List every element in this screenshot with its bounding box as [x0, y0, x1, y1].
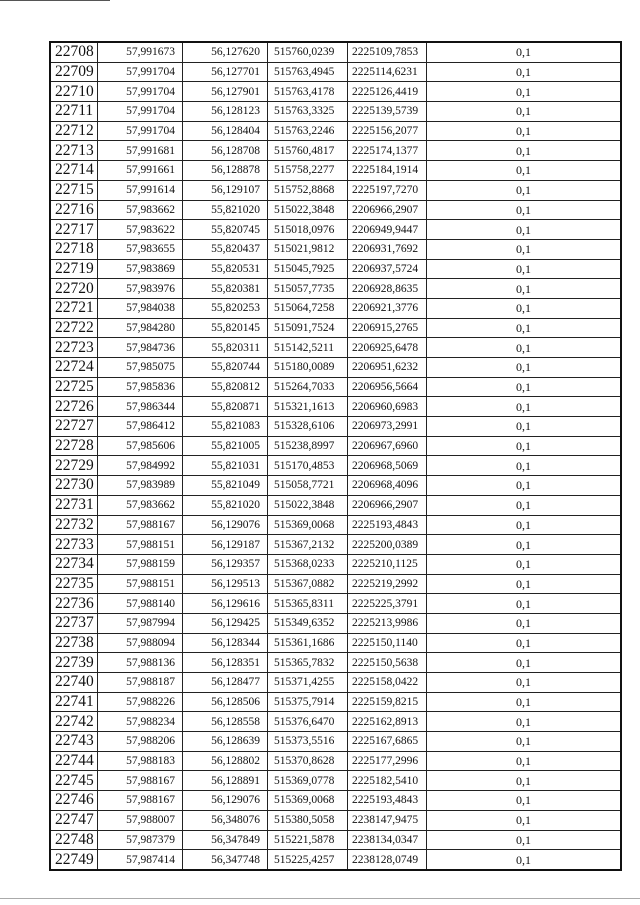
y-coordinate-cell: 2225210,1125	[348, 554, 427, 574]
value-cell: 0,1	[427, 259, 622, 279]
table-row	[50, 456, 621, 476]
longitude-cell: 55,821049	[183, 476, 268, 496]
latitude-cell: 57,985075	[98, 358, 183, 378]
longitude-cell: 55,821020	[183, 495, 268, 515]
latitude-cell: 57,983976	[98, 279, 183, 299]
latitude-cell: 57,988183	[98, 751, 183, 771]
y-coordinate-cell: 2225159,8215	[348, 692, 427, 712]
y-coordinate-cell: 2225150,5638	[348, 653, 427, 673]
longitude-cell: 56,128878	[183, 161, 268, 181]
value-cell: 0,1	[427, 653, 622, 673]
x-coordinate-cell: 515368,0233	[268, 554, 348, 574]
point-number-cell: 22739	[50, 653, 98, 673]
table-row	[50, 102, 621, 122]
latitude-cell: 57,983662	[98, 200, 183, 220]
value-cell: 0,1	[427, 62, 622, 82]
latitude-cell: 57,991681	[98, 141, 183, 161]
table-row	[50, 436, 621, 456]
table-row	[50, 298, 621, 318]
table-row	[50, 476, 621, 496]
x-coordinate-cell: 515369,0068	[268, 515, 348, 535]
table-row	[50, 673, 621, 693]
y-coordinate-cell: 2206921,3776	[348, 298, 427, 318]
y-coordinate-cell: 2225174,1377	[348, 141, 427, 161]
table-row	[50, 397, 621, 417]
longitude-cell: 56,348076	[183, 810, 268, 830]
value-cell: 0,1	[427, 397, 622, 417]
value-cell: 0,1	[427, 42, 622, 62]
table-row	[50, 279, 621, 299]
latitude-cell: 57,988167	[98, 515, 183, 535]
y-coordinate-cell: 2206968,4096	[348, 476, 427, 496]
point-number-cell: 22738	[50, 633, 98, 653]
table-row	[50, 358, 621, 378]
longitude-cell: 56,127701	[183, 62, 268, 82]
table-row	[50, 338, 621, 358]
longitude-cell: 55,821083	[183, 417, 268, 437]
value-cell: 0,1	[427, 810, 622, 830]
y-coordinate-cell: 2225200,0389	[348, 535, 427, 555]
table-row	[50, 220, 621, 240]
point-number-cell: 22711	[50, 102, 98, 122]
value-cell: 0,1	[427, 102, 622, 122]
latitude-cell: 57,988151	[98, 574, 183, 594]
y-coordinate-cell: 2225182,5410	[348, 771, 427, 791]
x-coordinate-cell: 515180,0089	[268, 358, 348, 378]
value-cell: 0,1	[427, 318, 622, 338]
bottom-edge-rule	[0, 898, 640, 899]
latitude-cell: 57,991614	[98, 180, 183, 200]
longitude-cell: 55,820381	[183, 279, 268, 299]
value-cell: 0,1	[427, 121, 622, 141]
longitude-cell: 56,129425	[183, 613, 268, 633]
value-cell: 0,1	[427, 436, 622, 456]
table-row	[50, 771, 621, 791]
table-row	[50, 712, 621, 732]
point-number-cell: 22740	[50, 673, 98, 693]
table-row	[50, 42, 621, 62]
table-row	[50, 613, 621, 633]
y-coordinate-cell: 2225184,1914	[348, 161, 427, 181]
longitude-cell: 56,128123	[183, 102, 268, 122]
table-row	[50, 377, 621, 397]
point-number-cell: 22732	[50, 515, 98, 535]
y-coordinate-cell: 2206967,6960	[348, 436, 427, 456]
latitude-cell: 57,988206	[98, 732, 183, 752]
table-row	[50, 574, 621, 594]
table-row	[50, 830, 621, 850]
x-coordinate-cell: 515752,8868	[268, 180, 348, 200]
longitude-cell: 56,128802	[183, 751, 268, 771]
latitude-cell: 57,991704	[98, 102, 183, 122]
latitude-cell: 57,988187	[98, 673, 183, 693]
latitude-cell: 57,983869	[98, 259, 183, 279]
longitude-cell: 56,129107	[183, 180, 268, 200]
value-cell: 0,1	[427, 830, 622, 850]
x-coordinate-cell: 515091,7524	[268, 318, 348, 338]
value-cell: 0,1	[427, 298, 622, 318]
point-number-cell: 22721	[50, 298, 98, 318]
table-row	[50, 810, 621, 830]
longitude-cell: 56,129076	[183, 791, 268, 811]
x-coordinate-cell: 515018,0976	[268, 220, 348, 240]
point-number-cell: 22731	[50, 495, 98, 515]
point-number-cell: 22710	[50, 82, 98, 102]
x-coordinate-cell: 515370,8628	[268, 751, 348, 771]
value-cell: 0,1	[427, 338, 622, 358]
latitude-cell: 57,988167	[98, 791, 183, 811]
x-coordinate-cell: 515760,0239	[268, 42, 348, 62]
x-coordinate-cell: 515369,0068	[268, 791, 348, 811]
x-coordinate-cell: 515022,3848	[268, 200, 348, 220]
point-number-cell: 22734	[50, 554, 98, 574]
table-row	[50, 62, 621, 82]
table-row	[50, 594, 621, 614]
latitude-cell: 57,991704	[98, 62, 183, 82]
value-cell: 0,1	[427, 279, 622, 299]
longitude-cell: 56,127901	[183, 82, 268, 102]
longitude-cell: 56,347849	[183, 830, 268, 850]
y-coordinate-cell: 2206937,5724	[348, 259, 427, 279]
point-number-cell: 22722	[50, 318, 98, 338]
x-coordinate-cell: 515170,4853	[268, 456, 348, 476]
table-row	[50, 515, 621, 535]
longitude-cell: 55,821005	[183, 436, 268, 456]
latitude-cell: 57,984992	[98, 456, 183, 476]
point-number-cell: 22727	[50, 417, 98, 437]
point-number-cell: 22733	[50, 535, 98, 555]
x-coordinate-cell: 515022,3848	[268, 495, 348, 515]
latitude-cell: 57,991704	[98, 82, 183, 102]
value-cell: 0,1	[427, 732, 622, 752]
point-number-cell: 22718	[50, 239, 98, 259]
latitude-cell: 57,984038	[98, 298, 183, 318]
value-cell: 0,1	[427, 239, 622, 259]
value-cell: 0,1	[427, 692, 622, 712]
table-row	[50, 791, 621, 811]
table-row	[50, 495, 621, 515]
table-row	[50, 850, 621, 870]
value-cell: 0,1	[427, 515, 622, 535]
value-cell: 0,1	[427, 574, 622, 594]
value-cell: 0,1	[427, 200, 622, 220]
longitude-cell: 55,820871	[183, 397, 268, 417]
x-coordinate-cell: 515376,6470	[268, 712, 348, 732]
y-coordinate-cell: 2206956,5664	[348, 377, 427, 397]
value-cell: 0,1	[427, 82, 622, 102]
coordinates-table	[49, 41, 622, 871]
value-cell: 0,1	[427, 673, 622, 693]
x-coordinate-cell: 515763,4178	[268, 82, 348, 102]
latitude-cell: 57,988234	[98, 712, 183, 732]
table-row	[50, 633, 621, 653]
point-number-cell: 22746	[50, 791, 98, 811]
latitude-cell: 57,988140	[98, 594, 183, 614]
longitude-cell: 55,820812	[183, 377, 268, 397]
y-coordinate-cell: 2225167,6865	[348, 732, 427, 752]
x-coordinate-cell: 515758,2277	[268, 161, 348, 181]
x-coordinate-cell: 515763,2246	[268, 121, 348, 141]
value-cell: 0,1	[427, 613, 622, 633]
latitude-cell: 57,987994	[98, 613, 183, 633]
value-cell: 0,1	[427, 712, 622, 732]
y-coordinate-cell: 2206925,6478	[348, 338, 427, 358]
point-number-cell: 22741	[50, 692, 98, 712]
point-number-cell: 22747	[50, 810, 98, 830]
table-row	[50, 692, 621, 712]
y-coordinate-cell: 2238134,0347	[348, 830, 427, 850]
x-coordinate-cell: 515328,6106	[268, 417, 348, 437]
point-number-cell: 22735	[50, 574, 98, 594]
latitude-cell: 57,988159	[98, 554, 183, 574]
top-edge-rule	[0, 0, 110, 3]
value-cell: 0,1	[427, 161, 622, 181]
point-number-cell: 22737	[50, 613, 98, 633]
point-number-cell: 22728	[50, 436, 98, 456]
y-coordinate-cell: 2206949,9447	[348, 220, 427, 240]
table-row	[50, 82, 621, 102]
point-number-cell: 22726	[50, 397, 98, 417]
x-coordinate-cell: 515380,5058	[268, 810, 348, 830]
y-coordinate-cell: 2206966,2907	[348, 495, 427, 515]
point-number-cell: 22749	[50, 850, 98, 870]
y-coordinate-cell: 2206928,8635	[348, 279, 427, 299]
point-number-cell: 22715	[50, 180, 98, 200]
x-coordinate-cell: 515760,4817	[268, 141, 348, 161]
latitude-cell: 57,984280	[98, 318, 183, 338]
x-coordinate-cell: 515375,7914	[268, 692, 348, 712]
table-row	[50, 732, 621, 752]
point-number-cell: 22720	[50, 279, 98, 299]
y-coordinate-cell: 2225193,4843	[348, 791, 427, 811]
point-number-cell: 22714	[50, 161, 98, 181]
point-number-cell: 22719	[50, 259, 98, 279]
y-coordinate-cell: 2225193,4843	[348, 515, 427, 535]
latitude-cell: 57,985606	[98, 436, 183, 456]
latitude-cell: 57,991661	[98, 161, 183, 181]
x-coordinate-cell: 515045,7925	[268, 259, 348, 279]
latitude-cell: 57,987414	[98, 850, 183, 870]
x-coordinate-cell: 515221,5878	[268, 830, 348, 850]
value-cell: 0,1	[427, 535, 622, 555]
y-coordinate-cell: 2225197,7270	[348, 180, 427, 200]
table-row	[50, 535, 621, 555]
table-row	[50, 161, 621, 181]
point-number-cell: 22713	[50, 141, 98, 161]
table-row	[50, 653, 621, 673]
point-number-cell: 22742	[50, 712, 98, 732]
value-cell: 0,1	[427, 633, 622, 653]
y-coordinate-cell: 2225139,5739	[348, 102, 427, 122]
longitude-cell: 55,821031	[183, 456, 268, 476]
y-coordinate-cell: 2225162,8913	[348, 712, 427, 732]
x-coordinate-cell: 515349,6352	[268, 613, 348, 633]
x-coordinate-cell: 515367,2132	[268, 535, 348, 555]
y-coordinate-cell: 2225225,3791	[348, 594, 427, 614]
longitude-cell: 56,129513	[183, 574, 268, 594]
longitude-cell: 56,128639	[183, 732, 268, 752]
x-coordinate-cell: 515238,8997	[268, 436, 348, 456]
longitude-cell: 55,821020	[183, 200, 268, 220]
point-number-cell: 22723	[50, 338, 98, 358]
x-coordinate-cell: 515321,1613	[268, 397, 348, 417]
y-coordinate-cell: 2225114,6231	[348, 62, 427, 82]
y-coordinate-cell: 2206960,6983	[348, 397, 427, 417]
point-number-cell: 22708	[50, 42, 98, 62]
longitude-cell: 56,129357	[183, 554, 268, 574]
latitude-cell: 57,984736	[98, 338, 183, 358]
x-coordinate-cell: 515225,4257	[268, 850, 348, 870]
x-coordinate-cell: 515369,0778	[268, 771, 348, 791]
point-number-cell: 22717	[50, 220, 98, 240]
x-coordinate-cell: 515373,5516	[268, 732, 348, 752]
value-cell: 0,1	[427, 377, 622, 397]
table-row	[50, 239, 621, 259]
longitude-cell: 56,129076	[183, 515, 268, 535]
value-cell: 0,1	[427, 751, 622, 771]
latitude-cell: 57,986344	[98, 397, 183, 417]
latitude-cell: 57,983662	[98, 495, 183, 515]
latitude-cell: 57,988151	[98, 535, 183, 555]
table-row	[50, 200, 621, 220]
x-coordinate-cell: 515763,3325	[268, 102, 348, 122]
longitude-cell: 56,128404	[183, 121, 268, 141]
value-cell: 0,1	[427, 456, 622, 476]
y-coordinate-cell: 2238128,0749	[348, 850, 427, 870]
longitude-cell: 56,127620	[183, 42, 268, 62]
point-number-cell: 22724	[50, 358, 98, 378]
point-number-cell: 22716	[50, 200, 98, 220]
point-number-cell: 22745	[50, 771, 98, 791]
x-coordinate-cell: 515058,7721	[268, 476, 348, 496]
longitude-cell: 55,820311	[183, 338, 268, 358]
longitude-cell: 55,820744	[183, 358, 268, 378]
y-coordinate-cell: 2225219,2992	[348, 574, 427, 594]
y-coordinate-cell: 2225126,4419	[348, 82, 427, 102]
y-coordinate-cell: 2206966,2907	[348, 200, 427, 220]
value-cell: 0,1	[427, 771, 622, 791]
latitude-cell: 57,988226	[98, 692, 183, 712]
x-coordinate-cell: 515142,5211	[268, 338, 348, 358]
table-row	[50, 751, 621, 771]
x-coordinate-cell: 515367,0882	[268, 574, 348, 594]
latitude-cell: 57,988007	[98, 810, 183, 830]
value-cell: 0,1	[427, 141, 622, 161]
value-cell: 0,1	[427, 791, 622, 811]
value-cell: 0,1	[427, 554, 622, 574]
point-number-cell: 22712	[50, 121, 98, 141]
point-number-cell: 22709	[50, 62, 98, 82]
value-cell: 0,1	[427, 417, 622, 437]
x-coordinate-cell: 515264,7033	[268, 377, 348, 397]
point-number-cell: 22725	[50, 377, 98, 397]
latitude-cell: 57,985836	[98, 377, 183, 397]
point-number-cell: 22736	[50, 594, 98, 614]
y-coordinate-cell: 2225213,9986	[348, 613, 427, 633]
value-cell: 0,1	[427, 594, 622, 614]
table-row	[50, 180, 621, 200]
table-row	[50, 121, 621, 141]
x-coordinate-cell: 515365,8311	[268, 594, 348, 614]
longitude-cell: 56,129187	[183, 535, 268, 555]
longitude-cell: 55,820531	[183, 259, 268, 279]
point-number-cell: 22729	[50, 456, 98, 476]
point-number-cell: 22744	[50, 751, 98, 771]
longitude-cell: 56,128708	[183, 141, 268, 161]
x-coordinate-cell: 515763,4945	[268, 62, 348, 82]
x-coordinate-cell: 515371,4255	[268, 673, 348, 693]
y-coordinate-cell: 2225177,2996	[348, 751, 427, 771]
longitude-cell: 56,128506	[183, 692, 268, 712]
longitude-cell: 56,128477	[183, 673, 268, 693]
table-row	[50, 259, 621, 279]
y-coordinate-cell: 2238147,9475	[348, 810, 427, 830]
longitude-cell: 56,128351	[183, 653, 268, 673]
value-cell: 0,1	[427, 358, 622, 378]
table-row	[50, 141, 621, 161]
y-coordinate-cell: 2206968,5069	[348, 456, 427, 476]
latitude-cell: 57,988094	[98, 633, 183, 653]
longitude-cell: 55,820437	[183, 239, 268, 259]
x-coordinate-cell: 515021,9812	[268, 239, 348, 259]
table-row	[50, 318, 621, 338]
latitude-cell: 57,988167	[98, 771, 183, 791]
y-coordinate-cell: 2206915,2765	[348, 318, 427, 338]
x-coordinate-cell: 515365,7832	[268, 653, 348, 673]
longitude-cell: 55,820145	[183, 318, 268, 338]
point-number-cell: 22748	[50, 830, 98, 850]
longitude-cell: 55,820745	[183, 220, 268, 240]
longitude-cell: 56,128344	[183, 633, 268, 653]
longitude-cell: 56,129616	[183, 594, 268, 614]
latitude-cell: 57,987379	[98, 830, 183, 850]
x-coordinate-cell: 515361,1686	[268, 633, 348, 653]
y-coordinate-cell: 2225158,0422	[348, 673, 427, 693]
value-cell: 0,1	[427, 495, 622, 515]
latitude-cell: 57,986412	[98, 417, 183, 437]
longitude-cell: 56,128891	[183, 771, 268, 791]
longitude-cell: 56,128558	[183, 712, 268, 732]
latitude-cell: 57,991704	[98, 121, 183, 141]
y-coordinate-cell: 2225150,1140	[348, 633, 427, 653]
value-cell: 0,1	[427, 476, 622, 496]
value-cell: 0,1	[427, 850, 622, 870]
table-row	[50, 554, 621, 574]
y-coordinate-cell: 2225156,2077	[348, 121, 427, 141]
point-number-cell: 22743	[50, 732, 98, 752]
y-coordinate-cell: 2206951,6232	[348, 358, 427, 378]
latitude-cell: 57,988136	[98, 653, 183, 673]
y-coordinate-cell: 2206973,2991	[348, 417, 427, 437]
longitude-cell: 56,347748	[183, 850, 268, 870]
latitude-cell: 57,983989	[98, 476, 183, 496]
latitude-cell: 57,991673	[98, 42, 183, 62]
point-number-cell: 22730	[50, 476, 98, 496]
value-cell: 0,1	[427, 180, 622, 200]
latitude-cell: 57,983622	[98, 220, 183, 240]
x-coordinate-cell: 515064,7258	[268, 298, 348, 318]
y-coordinate-cell: 2206931,7692	[348, 239, 427, 259]
table-row	[50, 417, 621, 437]
longitude-cell: 55,820253	[183, 298, 268, 318]
latitude-cell: 57,983655	[98, 239, 183, 259]
table-body	[50, 42, 621, 870]
y-coordinate-cell: 2225109,7853	[348, 42, 427, 62]
value-cell: 0,1	[427, 220, 622, 240]
x-coordinate-cell: 515057,7735	[268, 279, 348, 299]
